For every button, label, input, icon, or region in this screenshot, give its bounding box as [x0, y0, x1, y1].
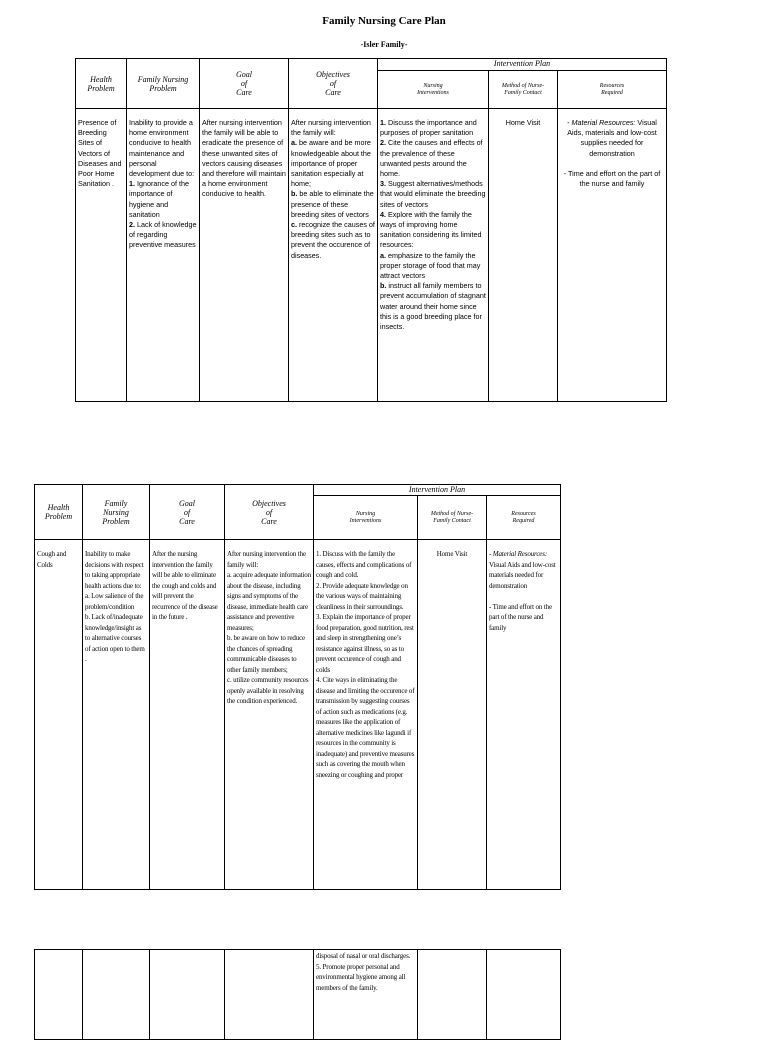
family-problem-cell	[83, 950, 150, 1040]
objectives-cell: After nursing intervention the family will: a. acquire adequate information about the disease, including signs and symptoms of the disease, immediate health care assistance and preventive measures; b. be aware on how to reduce the chances of spreading communicable diseases to other family members; c. utilize community resources openly available in resolving the condition experienced.	[225, 540, 314, 890]
interventions-cell: 1. Discuss the importance and purposes of proper sanitation 2. Cite the causes and effects of the prevalence of these unwanted pests around the home. 3. Suggest alternatives/methods that would eliminate the breeding sites of vectors 4. Explore with the family the ways of improving home sanitation considering its limited resources: a. emphasize to the family the proper storage of food that may attract vectors b. instruct all family members to prevent accumulation of stagnant water around their home since this is a good breeding place for insects.	[378, 109, 489, 402]
method-cell	[418, 950, 487, 1040]
header-health-problem: Health Problem	[35, 485, 83, 540]
document-title: Family Nursing Care Plan	[322, 15, 446, 27]
header-method-of-contact: Method of Nurse- Family Contact	[418, 496, 487, 540]
method-cell: Home Visit	[418, 540, 487, 890]
header-method-of-contact: Method of Nurse- Family Contact	[489, 71, 558, 109]
document-subtitle: -Isler Family-	[360, 40, 408, 49]
header-goal: Goal of Care	[200, 59, 289, 109]
goal-cell: After the nursing intervention the family will be able to eliminate the cough and colds and will prevent the recurrence of the disease in the future .	[150, 540, 225, 890]
care-plan-table-3	[34, 949, 561, 1040]
care-plan-table-2	[34, 484, 561, 890]
goal-cell: After nursing intervention the family will be able to eradicate the presence of these unwanted sites of vectors causing diseases and therefore will maintain a home environment conducive to health.	[200, 109, 289, 402]
header-nursing-interventions: Nursing Interventions	[314, 496, 418, 540]
header-family-nursing-problem: Family Nursing Problem	[83, 485, 150, 540]
health-problem-cell	[35, 950, 83, 1040]
header-objectives: Objectives of Care	[289, 59, 378, 109]
header-health-problem: Health Problem	[76, 59, 127, 109]
header-goal: Goal of Care	[150, 485, 225, 540]
interventions-cell: disposal of nasal or oral discharges. 5. Promote proper personal and environmental hygiene among all members of the family.	[314, 950, 418, 1040]
family-problem-cell: Inability to provide a home environment conducive to health maintenance and personal development due to: 1. Ignorance of the importance of hygiene and sanitation 2. Lack of knowledge of regarding preventive measures	[127, 109, 200, 402]
resources-cell	[487, 950, 561, 1040]
resources-cell: - Material Resources: Visual Aids and low-cost materials needed for demonstration - Time and effort on the part of the nurse and family	[487, 540, 561, 890]
objectives-cell: After nursing intervention the family will: a. be aware and be more knowledgeable about the importance of proper sanitation especially at home; b. be able to eliminate the presence of these breeding sites of vectors c. recognize the causes of breeding sites such as to prevent the occurence of diseases.	[289, 109, 378, 402]
interventions-cell: 1. Discuss with the family the causes, effects and complications of cough and cold. 2. Provide adequate knowledge on the various ways of maintaining cleanliness in their surroundings. 3. Explain the importance of proper food preparation, good nutrition, rest and sleep in strengthening one’s resistance against illness, so as to prevent occurence of cough and colds 4. Cite ways in eliminating the disease and limiting the occurence of transmission by suggesting courses of action such as medications (e.g. measures like the application of alternative medicines like lagundi if resources in the community is inadequate) and preventive measures such as covering the mouth when sneezing or coughing and proper	[314, 540, 418, 890]
header-intervention-plan: Intervention Plan	[378, 59, 667, 71]
care-plan-table-1	[75, 58, 667, 402]
health-problem-cell: Cough and Colds	[35, 540, 83, 890]
resources-cell: - Material Resources: Visual Aids, materials and low-cost supplies needed for demonstration - Time and effort on the part of the nurse and family	[558, 109, 667, 402]
header-objectives: Objectives of Care	[225, 485, 314, 540]
family-problem-cell: Inability to make decisions with respect to taking appropriate health actions due to: a. Low salience of the problem/condition b. Lack of/inadequate knowledge/insight as to alternative courses of action open to them .	[83, 540, 150, 890]
goal-cell	[150, 950, 225, 1040]
header-nursing-interventions: Nursing Interventions	[378, 71, 489, 109]
header-resources: Resources Required	[558, 71, 667, 109]
objectives-cell	[225, 950, 314, 1040]
health-problem-cell: Presence of Breeding Sites of Vectors of Diseases and Poor Home Sanitation .	[76, 109, 127, 402]
method-cell: Home Visit	[489, 109, 558, 402]
header-resources: Resources Required	[487, 496, 561, 540]
header-family-nursing-problem: Family Nursing Problem	[127, 59, 200, 109]
header-intervention-plan: Intervention Plan	[314, 485, 561, 496]
